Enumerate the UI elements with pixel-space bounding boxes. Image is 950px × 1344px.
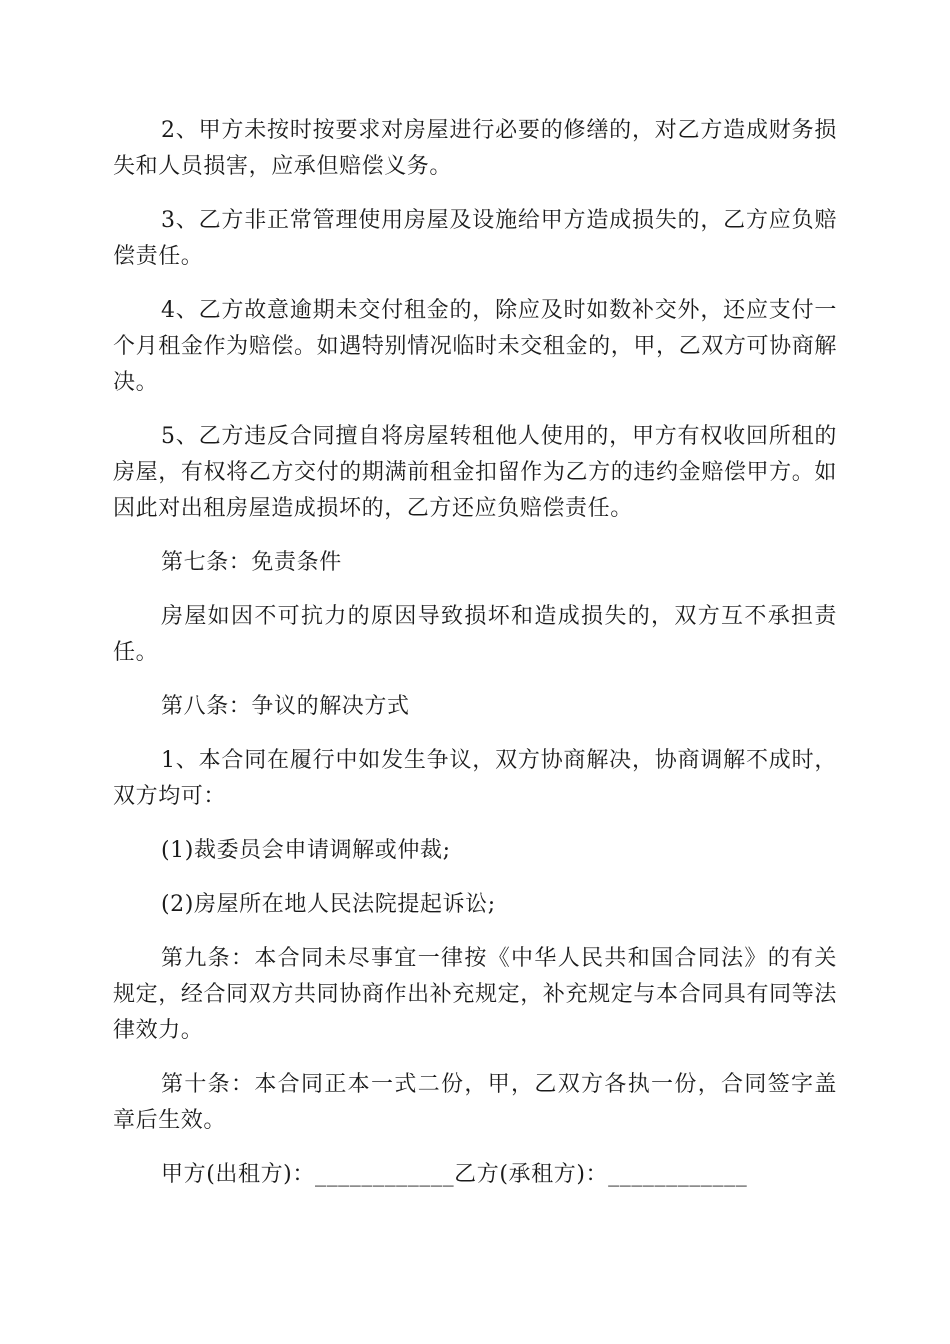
contract-body — [113, 113, 837, 1193]
clause-paragraph: 第十条：本合同正本一式二份，甲，乙双方各执一份，合同签字盖章后生效。 — [113, 1072, 837, 1133]
clause-paragraph: 4、乙方故意逾期未交付租金的，除应及时如数补交外，还应支付一个月租金作为赔偿。如遇特别情况临时未交租金的，甲，乙双方可协商解决。 — [113, 298, 837, 395]
section-heading: 第七条：免责条件 — [161, 550, 342, 575]
clause-paragraph: (2)房屋所在地人民法院提起诉讼; — [161, 892, 496, 917]
clause-paragraph: 5、乙方违反合同擅自将房屋转租他人使用的，甲方有权收回所租的房屋，有权将乙方交付的期满前租金扣留作为乙方的违约金赔偿甲方。如因此对出租房屋造成损坏的，乙方还应负赔偿责任。 — [113, 424, 837, 521]
clause-paragraph: 1、本合同在履行中如发生争议，双方协商解决，协商调解不成时，双方均可： — [113, 748, 837, 809]
section-heading: 第八条：争议的解决方式 — [161, 694, 410, 719]
clause-paragraph: 2、甲方未按时按要求对房屋进行必要的修缮的，对乙方造成财务损失和人员损害，应承但赔偿义务。 — [113, 118, 837, 179]
clause-paragraph: 3、乙方非正常管理使用房屋及设施给甲方造成损失的，乙方应负赔偿责任。 — [113, 208, 837, 269]
clause-paragraph: (1)裁委员会申请调解或仲裁; — [161, 838, 451, 863]
clause-paragraph: 第九条：本合同未尽事宜一律按《中华人民共和国合同法》的有关规定，经合同双方共同协商作出补充规定，补充规定与本合同具有同等法律效力。 — [113, 946, 837, 1043]
clause-paragraph: 房屋如因不可抗力的原因导致损坏和造成损失的，双方互不承担责任。 — [113, 604, 837, 665]
signature-line: 甲方(出租方)：____________乙方(承租方)：____________ — [161, 1162, 748, 1187]
